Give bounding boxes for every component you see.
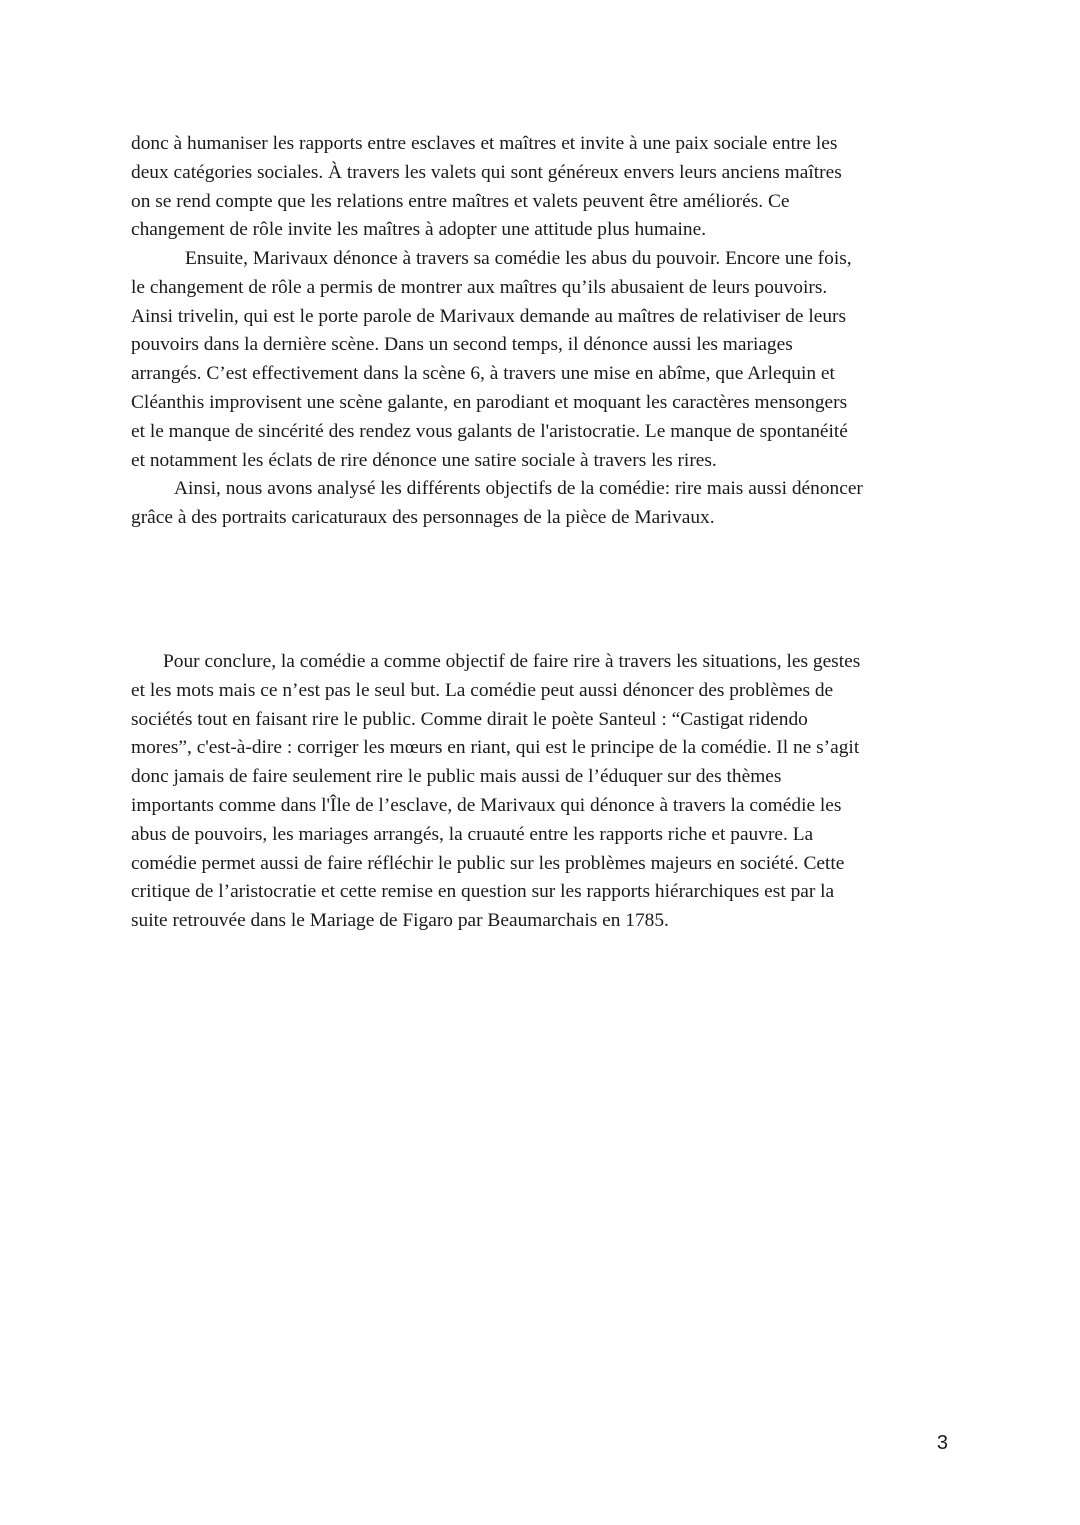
paragraph-humanisation	[131, 130, 961, 245]
text-line: comédie permet aussi de faire réfléchir le public sur les problèmes majeurs en société. Cette	[131, 852, 845, 874]
text-line: critique de l’aristocratie et cette remise en question sur les rapports hiérarchiques est par la	[131, 881, 835, 903]
paragraph-transition	[131, 475, 961, 533]
text-line: et notamment les éclats de rire dénonce une satire sociale à travers les rires.	[131, 449, 717, 471]
text-line: Ensuite, Marivaux dénonce à travers sa comédie les abus du pouvoir. Encore une fois,	[185, 248, 852, 269]
text-line: le changement de rôle a permis de montrer aux maîtres qu’ils abusaient de leurs pouvoirs.	[131, 276, 828, 298]
text-line: et le manque de sincérité des rendez vous galants de l'aristocratie. Le manque de spontanéité	[131, 420, 848, 442]
text-line: on se rend compte que les relations entre maîtres et valets peuvent être améliorés. Ce	[131, 190, 790, 212]
text-line: suite retrouvée dans le Mariage de Figaro par Beaumarchais en 1785.	[131, 910, 669, 932]
text-line: Cléanthis improvisent une scène galante, en parodiant et moquant les caractères mensongers	[131, 391, 848, 413]
text-line: donc à humaniser les rapports entre esclaves et maîtres et invite à une paix sociale entre les	[131, 133, 838, 154]
page-number: 3	[936, 1432, 948, 1454]
paragraph-abus-du-pouvoir	[131, 245, 961, 475]
text-line: arrangés. C’est effectivement dans la scène 6, à travers une mise en abîme, que Arlequin et	[131, 363, 835, 385]
text-line: sociétés tout en faisant rire le public. Comme dirait le poète Santeul : “Castigat ridendo	[131, 708, 808, 730]
text-line: pouvoirs dans la dernière scène. Dans un second temps, il dénonce aussi les mariages	[131, 334, 793, 356]
text-line: Pour conclure, la comédie a comme objectif de faire rire à travers les situations, les gestes	[163, 651, 861, 672]
text-line: grâce à des portraits caricaturaux des personnages de la pièce de Marivaux.	[131, 506, 715, 528]
text-line: et les mots mais ce n’est pas le seul but. La comédie peut aussi dénoncer des problèmes de	[131, 679, 834, 701]
text-line: changement de rôle invite les maîtres à adopter une attitude plus humaine.	[131, 219, 707, 241]
text-line: importants comme dans l'Île de l’esclave, de Marivaux qui dénonce à travers la comédie les	[131, 794, 842, 816]
text-line: Ainsi, nous avons analysé les différents objectifs de la comédie: rire mais aussi dénoncer	[174, 478, 863, 499]
text-line: mores”, c'est-à-dire : corriger les mœurs en riant, qui est le principe de la comédie. Il ne s’agit	[131, 737, 860, 759]
text-line: Ainsi trivelin, qui est le porte parole de Marivaux demande au maîtres de relativiser de leurs	[131, 305, 847, 327]
paragraph-conclusion	[131, 648, 961, 936]
text-line: abus de pouvoirs, les mariages arrangés, la cruauté entre les rapports riche et pauvre. La	[131, 823, 814, 845]
text-line: deux catégories sociales. À travers les valets qui sont généreux envers leurs anciens maîtres	[131, 161, 842, 183]
text-line: donc jamais de faire seulement rire le public mais aussi de l’éduquer sur des thèmes	[131, 766, 782, 788]
